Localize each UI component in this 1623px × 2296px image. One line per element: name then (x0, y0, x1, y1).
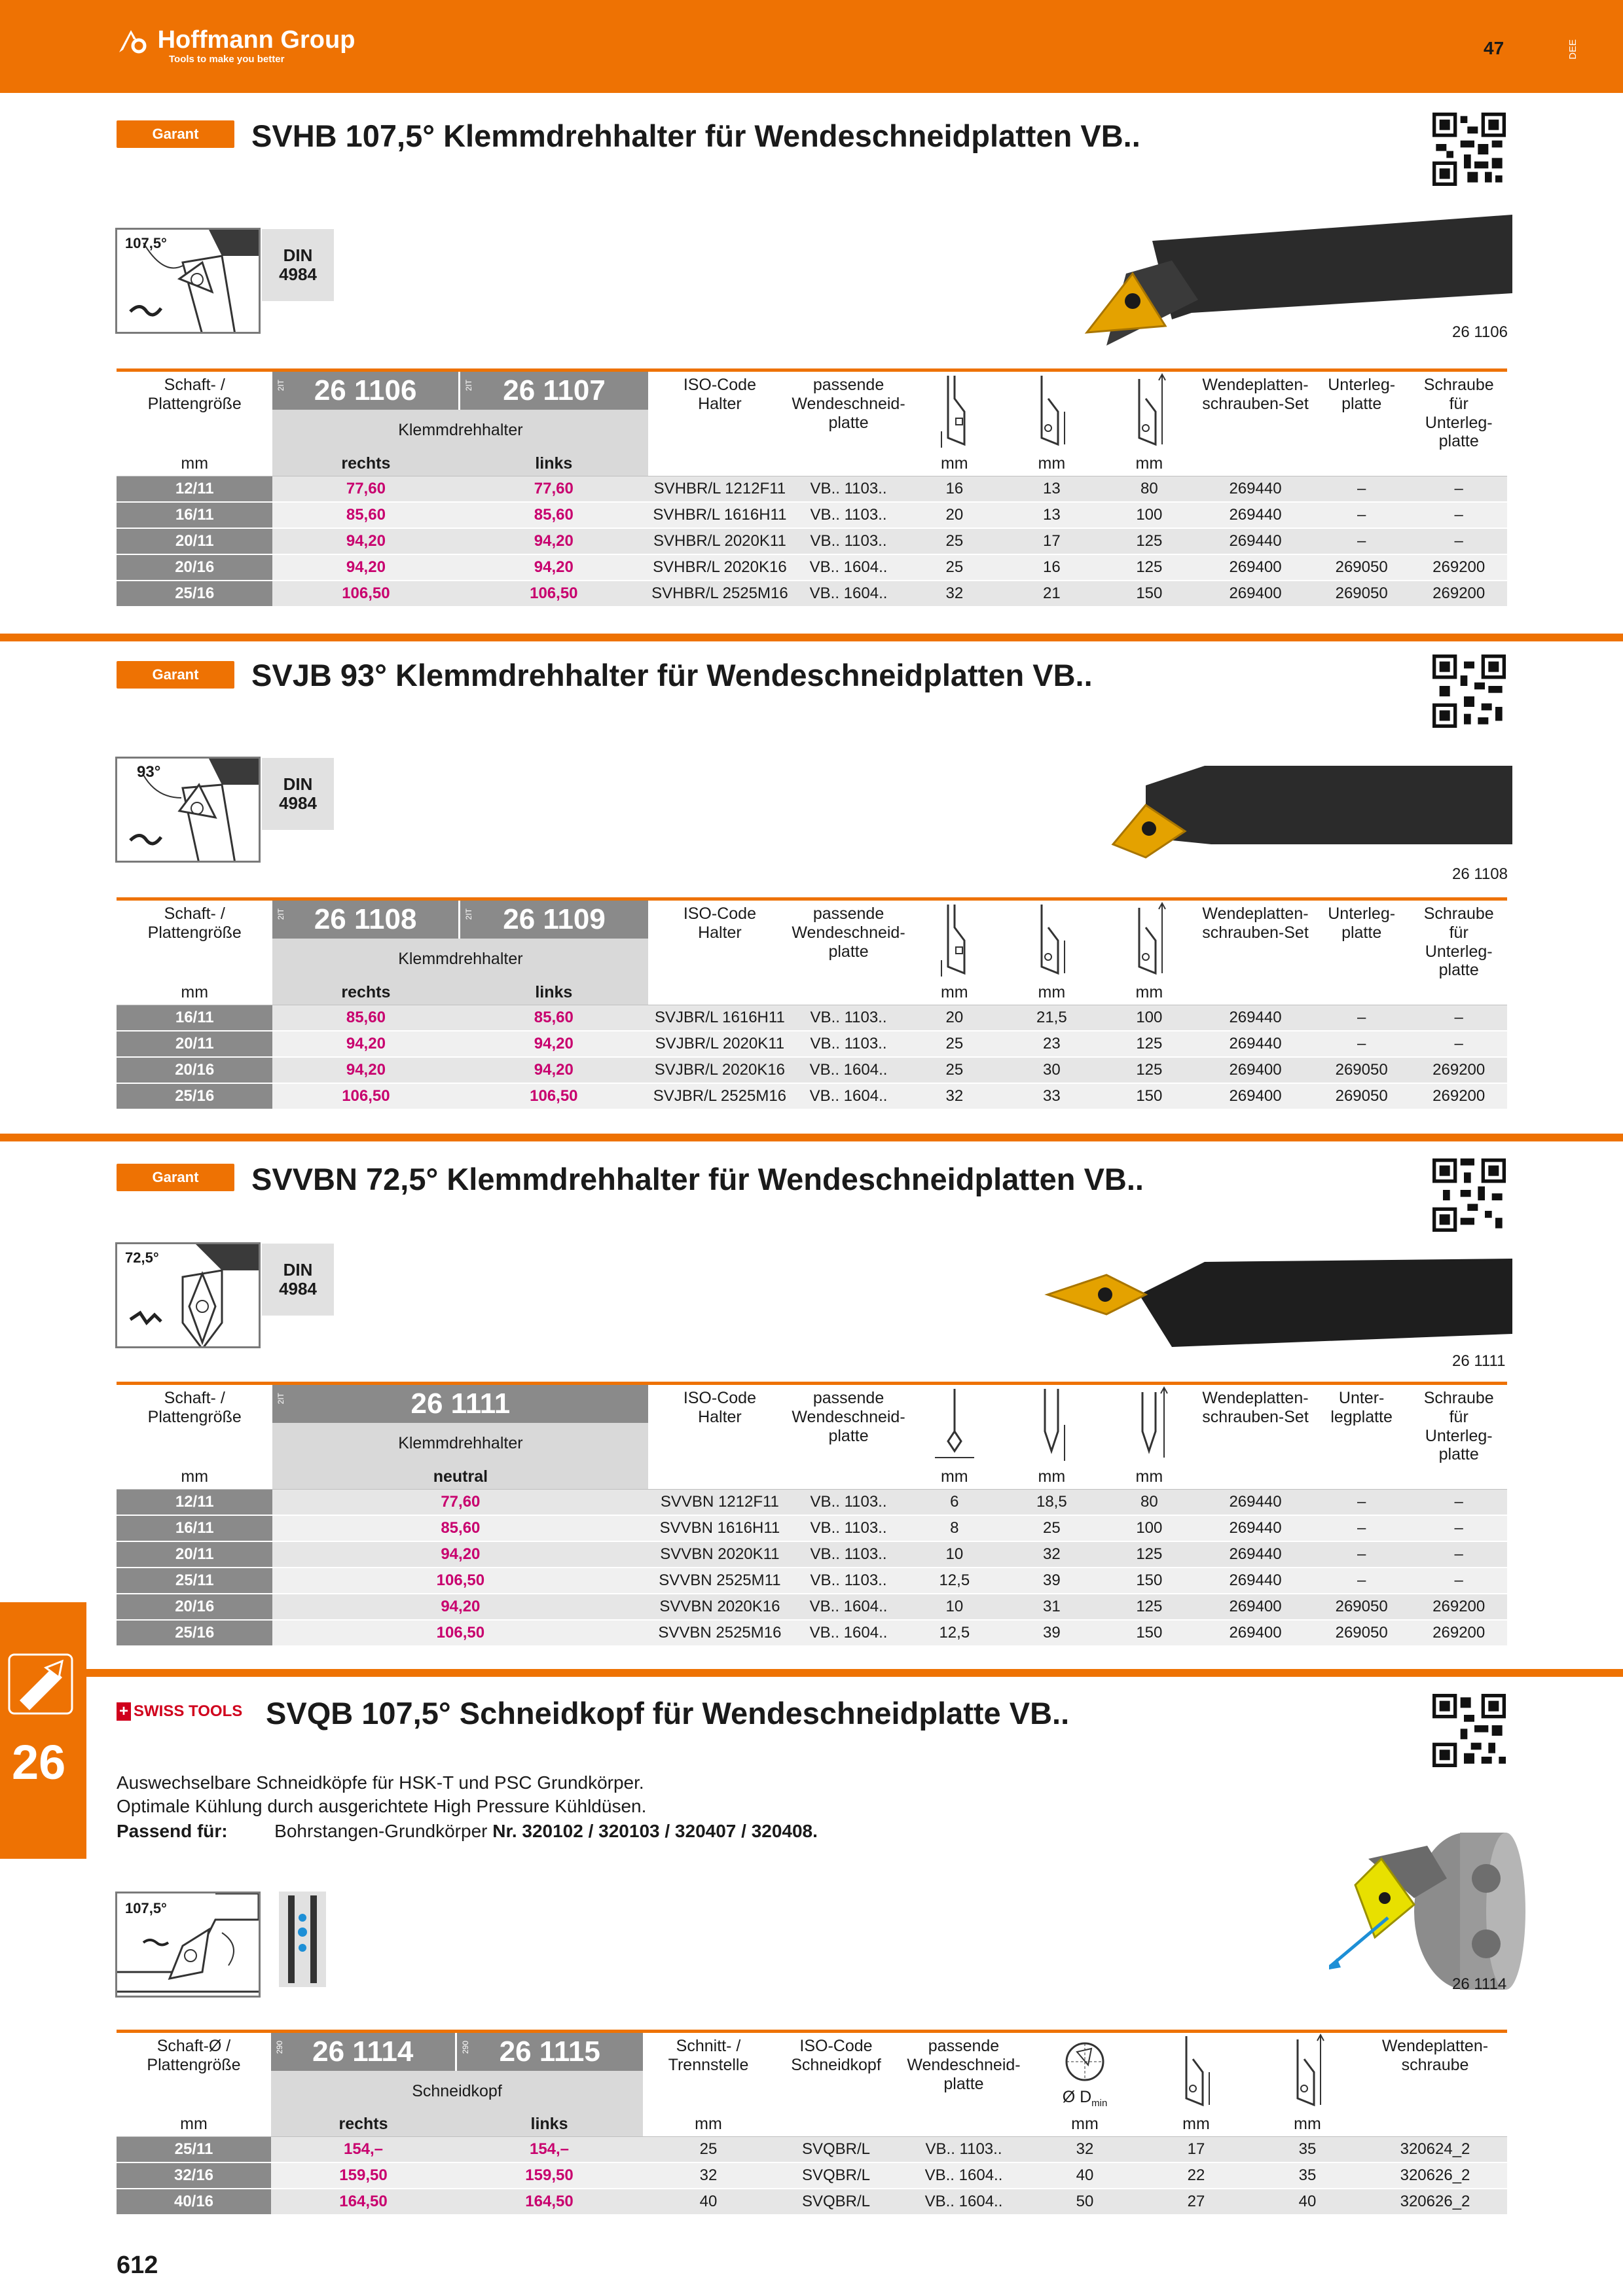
dimension-f-sketch (1140, 2033, 1252, 2111)
dimension-f-sketch (1003, 901, 1101, 980)
table-row: 25/11 154,– 154,– 25 SVQBR/L VB.. 1103.. 32 17 35 320624_2 (117, 2137, 1507, 2163)
group-label: Klemmdrehhalter (272, 1423, 648, 1464)
dmin-subscript: min (1091, 2098, 1108, 2109)
product-table (117, 1385, 1507, 1647)
table-row: 16/11 85,60 SVVBN 1616H11 VB.. 1103.. 8 25 100 269440 – – (117, 1515, 1507, 1541)
din-label: DIN (283, 774, 313, 795)
tool-image (1041, 759, 1512, 870)
units-row: mm rechts links mm mm mm mm (117, 2111, 1507, 2137)
garant-badge: Garant (117, 661, 234, 689)
table-row: 25/16 106,50 SVVBN 2525M16 VB.. 1604.. 12,5 39 150 269400 269050 269200 (117, 1620, 1507, 1646)
din-number: 4984 (279, 264, 317, 284)
section-divider (0, 1134, 1623, 1141)
tool-image (1041, 1249, 1512, 1347)
article-number-neutral: 2IT 26 1111 (272, 1385, 648, 1423)
article-number-right: 2IT 26 1108 (272, 901, 459, 939)
qr-code[interactable] (1432, 1694, 1506, 1767)
col-insert-header: passende Wendeschneid- platte (907, 2037, 1021, 2093)
dimension-l-sketch (1101, 1385, 1199, 1464)
garant-badge: Garant (117, 120, 234, 148)
coolant-icon (279, 1892, 326, 1987)
image-caption: 26 1114 (1452, 1975, 1507, 1993)
col-iso-header: ISO-Code Halter (683, 905, 756, 942)
qr-code[interactable] (1432, 1158, 1506, 1232)
qr-code[interactable] (1432, 113, 1506, 186)
din-number: 4984 (279, 793, 317, 813)
product-table (117, 2033, 1507, 2215)
product-table (117, 372, 1507, 607)
description-line: Optimale Kühlung durch ausgerichtete High Pressure Kühldüsen. (117, 1796, 647, 1816)
language-code: DEE (1567, 39, 1578, 60)
table-row: 25/16 106,50 106,50 SVHBR/L 2525M16 VB.. 1604.. 32 21 150 269400 269050 269200 (117, 581, 1507, 607)
chapter-tab (0, 1602, 86, 1859)
table-row: 16/11 85,60 85,60 SVHBR/L 1616H11 VB.. 1103.. 20 13 100 269440 – – (117, 502, 1507, 528)
table-row: 20/16 94,20 SVVBN 2020K16 VB.. 1604.. 10 31 125 269400 269050 269200 (117, 1594, 1507, 1620)
units-row: mm rechts links mm mm mm (117, 451, 1507, 476)
compatibility-line (117, 1821, 818, 1842)
table-row: 40/16 164,50 164,50 40 SVQBR/L VB.. 1604.. 50 27 40 320626_2 (117, 2189, 1507, 2215)
col-shim-header: Unterleg- platte (1328, 376, 1396, 413)
image-caption: 26 1111 (1452, 1352, 1506, 1370)
table-row: 20/16 94,20 94,20 SVHBR/L 2020K16 VB.. 1604.. 25 16 125 269400 269050 269200 (117, 554, 1507, 581)
group-label: Klemmdrehhalter (272, 410, 648, 451)
col-size-header: Schaft-Ø / Plattengröße (147, 2037, 241, 2074)
angle-diagram (115, 757, 261, 863)
swisstools-badge: + SWISS TOOLS (117, 1698, 251, 1725)
article-number-right: 290 26 1114 (271, 2033, 456, 2071)
angle-diagram (115, 1892, 261, 1998)
hoffmann-logo-icon (117, 27, 148, 55)
col-shimscrew-header: Schraube für Unterleg- platte (1423, 905, 1494, 980)
col-shim-header: Unterleg- platte (1328, 905, 1396, 942)
article-number-right: 2IT 26 1106 (272, 372, 459, 410)
fit-text: Bohrstangen-Grundkörper (274, 1821, 488, 1841)
col-iso-header: ISO-Code Halter (683, 376, 756, 413)
angle-diagram (115, 228, 261, 334)
dmin-label: Ø D (1062, 2088, 1092, 2106)
dimension-l-sketch (1101, 901, 1199, 980)
brand-logo (117, 26, 355, 65)
table-row: 32/16 159,50 159,50 32 SVQBR/L VB.. 1604.. 40 22 35 320626_2 (117, 2162, 1507, 2189)
col-iso-header: ISO-Code Schneidkopf (791, 2037, 881, 2074)
article-number-left: 2IT 26 1107 (459, 372, 648, 410)
din-norm (262, 1244, 334, 1316)
col-screw-header: Wendeplatten- schraube (1381, 2037, 1489, 2074)
angle-label: 72,5° (125, 1249, 159, 1266)
din-label: DIN (283, 245, 313, 266)
angle-label: 93° (137, 763, 161, 781)
angle-label: 107,5° (125, 235, 167, 251)
fit-label: Passend für: (117, 1821, 228, 1841)
dimension-f-sketch (906, 1385, 1004, 1464)
section-divider (0, 634, 1623, 641)
section-title: SVVBN 72,5° Klemmdrehhalter für Wendeschneidplatten VB.. (251, 1162, 1144, 1196)
dimension-h-sketch (906, 901, 1004, 980)
dimension-f-sketch (1003, 372, 1101, 451)
turning-tool-icon (0, 1648, 86, 1720)
units-row: mm neutral mm mm mm (117, 1464, 1507, 1490)
section-divider (0, 1669, 1623, 1677)
col-insert-header: passende Wendeschneid- platte (792, 1389, 905, 1445)
group-label: Klemmdrehhalter (272, 939, 648, 980)
page-header (0, 0, 1623, 93)
qr-code-icon (1432, 1158, 1506, 1232)
col-size-header: Schaft- / Plattengröße (147, 905, 242, 942)
col-iso-header: ISO-Code Halter (683, 1389, 756, 1426)
col-size-header: Schaft- / Plattengröße (147, 376, 242, 413)
dimension-h-sketch (906, 372, 1004, 451)
table-row: 16/11 85,60 85,60 SVJBR/L 1616H11 VB.. 1103.. 20 21,5 100 269440 – – (117, 1005, 1507, 1031)
tool-image (1041, 215, 1512, 359)
description-line: Auswechselbare Schneidköpfe für HSK-T und PSC Grundkörper. (117, 1772, 644, 1793)
garant-badge: Garant (117, 1164, 234, 1191)
units-row: mm rechts links mm mm mm (117, 980, 1507, 1005)
table-row: 20/11 94,20 94,20 SVHBR/L 2020K11 VB.. 1103.. 25 17 125 269440 – – (117, 528, 1507, 554)
footer-page-number: 612 (117, 2251, 158, 2279)
section-title: SVJB 93° Klemmdrehhalter für Wendeschneidplatten VB.. (251, 658, 1093, 692)
col-screwset-header: Wendeplatten- schrauben-Set (1202, 1389, 1309, 1426)
col-cut-header: Schnitt- / Trennstelle (668, 2037, 749, 2074)
product-table (117, 901, 1507, 1110)
angle-label: 107,5° (125, 1900, 167, 1916)
din-label: DIN (283, 1260, 313, 1280)
din-number: 4984 (279, 1279, 317, 1299)
col-shim-header: Unter- legplatte (1330, 1389, 1393, 1426)
din-norm (262, 758, 334, 830)
qr-code[interactable] (1432, 655, 1506, 728)
section-title: SVQB 107,5° Schneidkopf für Wendeschneidplatte VB.. (266, 1696, 1070, 1731)
image-caption: 26 1106 (1452, 323, 1508, 341)
table-row: 25/16 106,50 106,50 SVJBR/L 2525M16 VB.. 1604.. 32 33 150 269400 269050 269200 (117, 1083, 1507, 1109)
article-number-left: 290 26 1115 (456, 2033, 643, 2071)
dimension-l-sketch (1101, 372, 1199, 451)
qr-code-icon (1432, 655, 1506, 728)
brand-tagline: Tools to make you better (169, 53, 285, 65)
table-row: 20/16 94,20 94,20 SVJBR/L 2020K16 VB.. 1604.. 25 30 125 269400 269050 269200 (117, 1057, 1507, 1083)
qr-code-icon (1432, 113, 1506, 186)
article-number-left: 2IT 26 1109 (459, 901, 648, 939)
brand-name: Hoffmann Group (157, 26, 356, 54)
col-insert-header: passende Wendeschneid- platte (792, 376, 905, 432)
table-row: 12/11 77,60 77,60 SVHBR/L 1212F11 VB.. 1103.. 16 13 80 269440 – – (117, 476, 1507, 503)
col-screwset-header: Wendeplatten- schrauben-Set (1202, 905, 1309, 942)
qr-code-icon (1432, 1694, 1506, 1767)
din-norm (262, 229, 334, 301)
col-shimscrew-header: Schraube für Unterleg- platte (1423, 376, 1494, 451)
section-title: SVHB 107,5° Klemmdrehhalter für Wendeschneidplatten VB.. (251, 118, 1140, 153)
table-row: 20/11 94,20 SVVBN 2020K11 VB.. 1103.. 10 32 125 269440 – – (117, 1541, 1507, 1568)
image-caption: 26 1108 (1452, 865, 1508, 883)
col-insert-header: passende Wendeschneid- platte (792, 905, 905, 961)
table-row: 20/11 94,20 94,20 SVJBR/L 2020K11 VB.. 1103.. 25 23 125 269440 – – (117, 1031, 1507, 1057)
fit-numbers: Nr. 320102 / 320103 / 320407 / 320408. (492, 1821, 818, 1841)
angle-diagram (115, 1242, 261, 1348)
col-screwset-header: Wendeplatten- schrauben-Set (1202, 376, 1309, 413)
dimension-l-sketch (1252, 2033, 1363, 2111)
col-shimscrew-header: Schraube für Unterleg- platte (1423, 1389, 1494, 1464)
table-row: 12/11 77,60 SVVBN 1212F11 VB.. 1103.. 6 18,5 80 269440 – – (117, 1490, 1507, 1516)
dimension-h-sketch (1003, 1385, 1101, 1464)
table-row: 25/11 106,50 SVVBN 2525M11 VB.. 1103.. 12,5 39 150 269440 – – (117, 1568, 1507, 1594)
dmin-sketch (1029, 2033, 1140, 2111)
catalog-page-number: 47 (1484, 38, 1504, 58)
col-size-header: Schaft- / Plattengröße (147, 1389, 242, 1426)
chapter-number: 26 (12, 1735, 66, 1789)
group-label: Schneidkopf (271, 2071, 643, 2111)
